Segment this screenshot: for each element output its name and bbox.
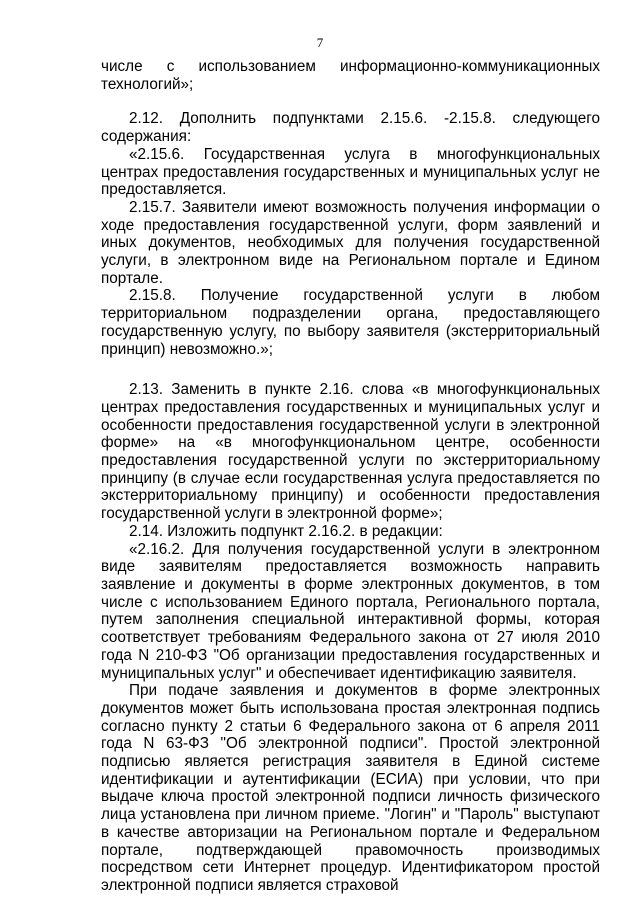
paragraph-item-2-15-8: 2.15.8. Получение государственной услуги в любом территориальном подразделении органа, предоставляющего государственную услугу, по выбору заявителя (экстерриториальный принцип) невозможно.»;: [101, 287, 600, 358]
paragraph-spacer: [101, 93, 600, 110]
paragraph-electronic-signature: При подаче заявления и документов в форме электронных документов может быть использована простая электронная подпись согласно пункту 2 статьи 6 Федерального закона от 6 апреля 2011 года N 63-ФЗ "Об электронной подписи". Простой электронной подписью является регистрация заявителя в Единой системе идентификации и аутентификации (ЕСИА) при условии, что при выдаче ключа простой электронной подписи личность физического лица установлена при личном приеме. "Логин" и "Пароль" выступают в качестве авторизации на Региональном портале и Федеральном портале, подтверждающей правомочность производимых посредством сети Интернет процедур. Идентификатором простой электронной подписи является страховой: [101, 682, 600, 894]
paragraph-item-2-15-6: «2.15.6. Государственная услуга в многофункциональных центрах предоставления государственных и муниципальных услуг не предоставляется.: [101, 145, 600, 199]
paragraph-continuation: числе с использованием информационно-коммуникационных технологий»;: [101, 58, 600, 93]
paragraph-item-2-12: 2.12. Дополнить подпунктами 2.15.6. -2.15.8. следующего содержания:: [101, 110, 600, 146]
paragraph-item-2-14: 2.14. Изложить подпункт 2.16.2. в редакции:: [129, 522, 443, 540]
paragraph-item-2-16-2: «2.16.2. Для получения государственной услуги в электронном виде заявителям предоставляется возможность направить заявление и документы в форме электронных документов, в том числе с использованием Единого портала, Регионального портала, путем заполнения специальной интерактивной формы, которая соответствует требованиям Федерального закона от 27 июля 2010 года N 210-ФЗ "Об организации предоставления государственных и муниципальных услуг" и обеспечивает идентификацию заявителя.: [101, 540, 600, 682]
document-body: [101, 58, 600, 895]
paragraph-item-2-15-7: 2.15.7. Заявители имеют возможность получения информации о ходе предоставления государственной услуги, форм заявлений и иных документов, необходимых для получения государственной услуги, в электронном виде на Региональном портале и Едином портале.: [101, 198, 600, 287]
paragraph-item-2-13: 2.13. Заменить в пункте 2.16. слова «в многофункциональных центрах предоставления государственных и муниципальных услуг и особенности предоставления государственной услуги в электронной форме» на «в многофункциональном центре, особенности предоставления государственной услуги по экстерриториальному принципу (в случае если государственная услуга предоставляется по экстерриториальному принципу) и особенности предоставления государственной услуги в электронной форме»;: [101, 381, 600, 523]
paragraph-spacer: [101, 358, 600, 381]
page-number: 7: [316, 35, 324, 50]
